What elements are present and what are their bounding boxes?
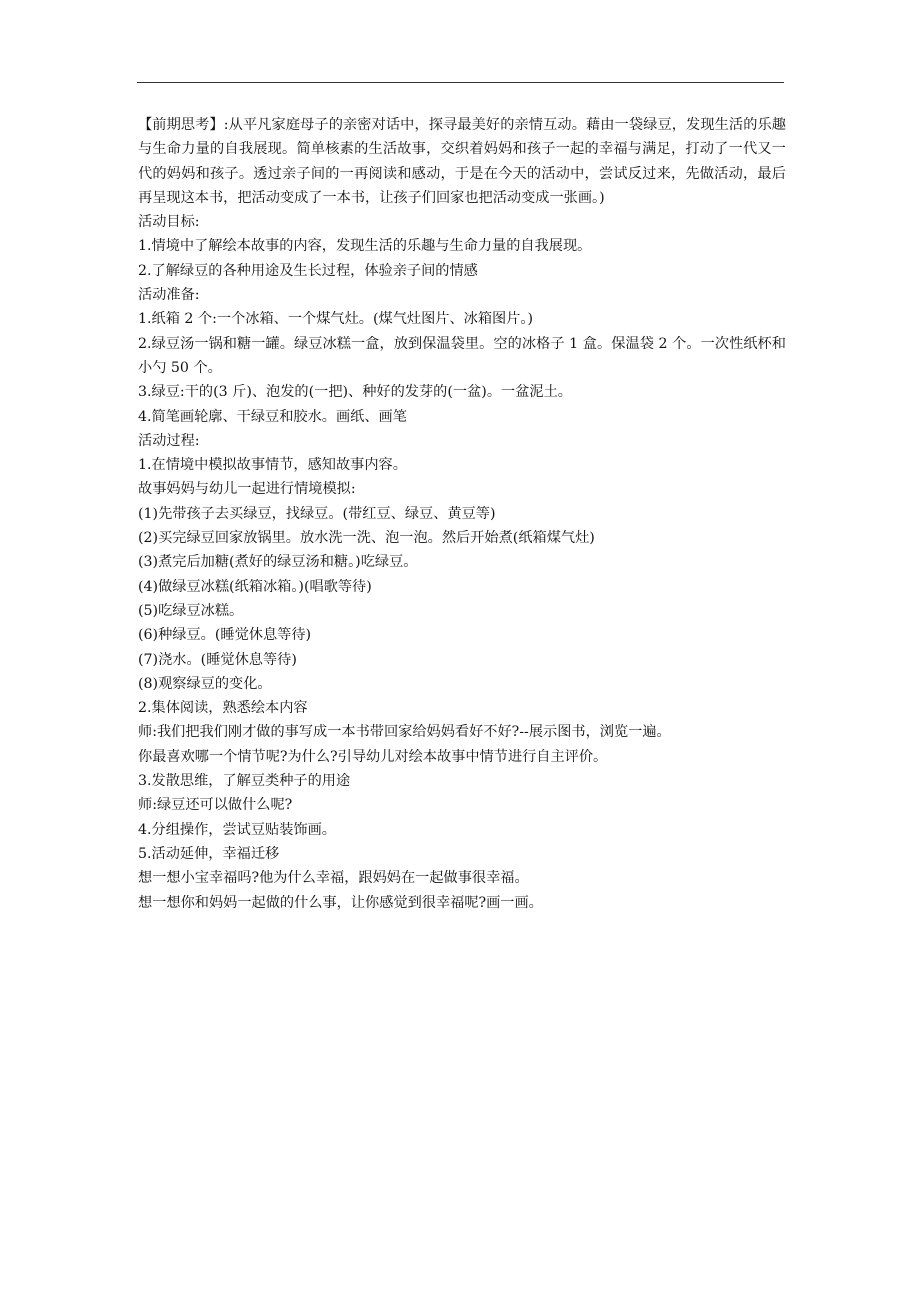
preparation-item: 1.纸箱 2 个:一个冰箱、一个煤气灶。(煤气灶图片、冰箱图片。) xyxy=(138,311,534,328)
process-substep: (5)吃绿豆冰糕。 xyxy=(138,602,244,619)
process-substep: (4)做绿豆冰糕(纸箱冰箱。)(唱歌等待) xyxy=(138,578,372,595)
section-heading-preparation: 活动准备: xyxy=(138,287,200,304)
goal-item: 2.了解绿豆的各种用途及生长过程，体验亲子间的情感 xyxy=(138,262,478,279)
process-substep: (8)观察绿豆的变化。 xyxy=(138,675,272,692)
document-body xyxy=(138,113,786,915)
process-substep: (3)煮完后加糖(煮好的绿豆汤和糖。)吃绿豆。 xyxy=(138,554,418,571)
process-step: 4.分组操作，尝试豆贴装饰画。 xyxy=(138,821,336,838)
preparation-item: 4.简笔画轮廓、干绿豆和胶水。画纸、画笔 xyxy=(138,408,407,425)
preparation-item: 2.绿豆汤一锅和糖一罐。绿豆冰糕一盒，放到保温袋里。空的冰格子 1 盒。保温袋 2 个。一次性纸杯和小勺 50 个。 xyxy=(138,335,786,376)
intro-paragraph: 【前期思考】:从平凡家庭母子的亲密对话中，探寻最美好的亲情互动。藉由一袋绿豆，发现生活的乐趣与生命力量的自我展现。简单核素的生活故事，交织着妈妈和孩子一起的幸福与满足，打动了一代又一代的妈妈和孩子。透过亲子间的一再阅读和感动，于是在今天的活动中，尝试反过来，先做活动，最后再呈现这本书，把活动变成了一本书，让孩子们回家也把活动变成一张画。) xyxy=(138,117,786,206)
process-step: 1.在情境中模拟故事情节，感知故事内容。 xyxy=(138,457,407,474)
process-step: 2.集体阅读，熟悉绘本内容 xyxy=(138,700,308,717)
section-heading-process: 活动过程: xyxy=(138,432,200,449)
goal-item: 1.情境中了解绘本故事的内容，发现生活的乐趣与生命力量的自我展现。 xyxy=(138,238,592,255)
process-step: 3.发散思维，了解豆类种子的用途 xyxy=(138,773,351,790)
section-heading-goals: 活动目标: xyxy=(138,214,200,231)
process-text: 你最喜欢哪一个情节呢?为什么?引导幼儿对绘本故事中情节进行自主评价。 xyxy=(138,748,608,765)
process-step: 5.活动延伸，幸福迁移 xyxy=(138,845,280,862)
process-substep: (2)买完绿豆回家放锅里。放水洗一洗、泡一泡。然后开始煮(纸箱煤气灶) xyxy=(138,530,595,547)
process-substep: (1)先带孩子去买绿豆，找绿豆。(带红豆、绿豆、黄豆等) xyxy=(138,505,496,522)
header-divider xyxy=(137,82,784,83)
process-text: 师:绿豆还可以做什么呢? xyxy=(138,797,293,814)
process-text: 想一想你和妈妈一起做的什么事，让你感觉到很幸福呢?画一画。 xyxy=(138,894,543,911)
process-substep: (7)浇水。(睡觉休息等待) xyxy=(138,651,297,668)
preparation-item: 3.绿豆:干的(3 斤)、泡发的(一把)、种好的发芽的(一盆)。一盆泥土。 xyxy=(138,384,572,401)
process-text: 想一想小宝幸福吗?他为什么幸福，跟妈妈在一起做事很幸福。 xyxy=(138,870,529,887)
process-text: 师:我们把我们刚才做的事写成一本书带回家给妈妈看好不好?--展示图书，浏览一遍。 xyxy=(138,724,671,741)
process-text: 故事妈妈与幼儿一起进行情境模拟: xyxy=(138,481,356,498)
process-substep: (6)种绿豆。(睡觉休息等待) xyxy=(138,627,312,644)
